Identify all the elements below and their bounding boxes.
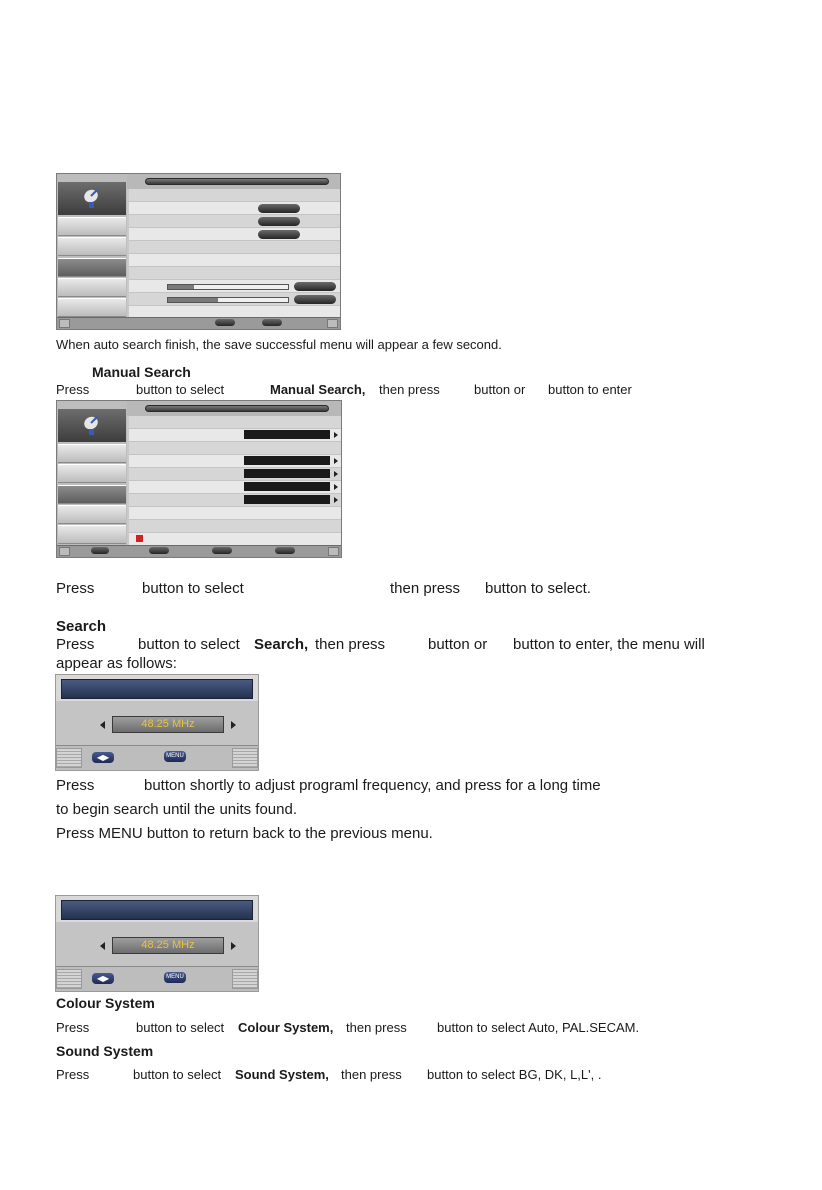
search-progress-fill-2 [168,298,218,302]
manual-field-4[interactable] [244,482,330,491]
arrow-right-icon[interactable] [231,721,236,729]
corner-right [328,547,339,556]
progress-value-pill-1 [294,282,336,291]
colour-rest-label: button to select Auto, PAL.SECAM. [437,1020,640,1035]
result-value-pill-1 [258,204,300,213]
footer-grid-right [232,748,258,768]
menu-sidebar [57,401,127,545]
sidebar-tab-2[interactable] [58,237,126,256]
manual-search-heading: Manual Search [92,364,191,380]
footer-grid-left [56,748,82,768]
menu-title-bar [145,178,329,185]
search-or-label: button or [428,636,488,653]
corner-right [327,319,338,328]
search-appear-label: appear as follows: [56,655,177,672]
manual-field-5[interactable] [244,495,330,504]
sidebar-tab-1[interactable] [58,444,126,463]
manual-search-menu-screenshot [56,400,342,558]
manual-select-label: button to select [136,382,225,397]
arrow-right-icon [334,484,338,490]
colour-press-label: Press [56,1020,90,1035]
left-right-arrows-icon: ◀▶ [92,973,114,984]
left-right-arrows-icon: ◀▶ [92,752,114,763]
arrow-right-icon [334,471,338,477]
sidebar-tab-channel[interactable] [58,485,126,504]
search-heading: Search [56,618,107,635]
search-enter-label: button to enter, the menu will [513,636,705,653]
corner-left [59,319,70,328]
sound-system-heading: Sound System [56,1043,154,1059]
arrow-left-icon[interactable] [100,942,105,950]
dialog-header [61,679,253,699]
menu-button[interactable]: MENU [164,751,186,762]
dialog-body [56,922,258,966]
footer-button-1 [149,547,169,554]
search-frequency-dialog-1 [55,674,259,771]
manual-press-label: Press [56,382,90,397]
sidebar-tab-4[interactable] [58,278,126,297]
manual-enter-label: button to enter [548,382,632,397]
sidebar-tab-5[interactable] [58,525,126,544]
arrow-right-icon [334,458,338,464]
sound-select-label: button to select [133,1067,222,1082]
sound-press-label: Press [56,1067,90,1082]
sidebar-tab-channel[interactable] [58,258,126,277]
footer-button-3 [275,547,295,554]
select-to-select-label: button to select. [485,580,591,597]
sidebar-tab-1[interactable] [58,217,126,236]
auto-search-menu-screenshot [56,173,341,330]
dialog-body [56,701,258,745]
search-progress-bar-1 [167,284,289,290]
menu-bottom-bar [57,317,340,329]
menu-button[interactable]: MENU [164,972,186,983]
colour-item-label: Colour System, [238,1020,334,1035]
arrow-right-icon [334,497,338,503]
menu-bottom-bar [57,545,341,557]
progress-value-pill-2 [294,295,336,304]
search-progress-bar-2 [167,297,289,303]
corner-left [59,547,70,556]
dialog-footer [56,966,258,991]
manual-then-label: then press [379,382,440,397]
instr-line3: Press MENU button to return back to the previous menu. [56,825,433,842]
footer-grid-left [56,969,82,989]
colour-system-heading: Colour System [56,995,155,1011]
menu-sidebar [57,174,127,317]
select-then-label: then press [390,580,461,597]
instr-press-label: Press [56,777,95,794]
search-press-label: Press [56,636,95,653]
sound-rest-label: button to select BG, DK, L,L', . [427,1067,602,1082]
footer-button-1 [215,319,235,326]
footer-grid-right [232,969,258,989]
search-then-label: then press [315,636,386,653]
search-frequency-dialog-2 [55,895,259,992]
sidebar-tab-2[interactable] [58,464,126,483]
sound-then-label: then press [341,1067,402,1082]
satellite-dish-icon [58,409,126,442]
instr-rest-label: button shortly to adjust programl frequency, and press for a long time [144,777,601,794]
select-press-label: Press [56,580,95,597]
frequency-value[interactable]: 48.25 MHz [112,937,224,954]
red-indicator-icon [136,535,143,542]
search-select-label: button to select [138,636,240,653]
footer-nav-button [91,547,109,554]
footer-button-2 [212,547,232,554]
arrow-left-icon[interactable] [100,721,105,729]
auto-search-note: When auto search finish, the save successful menu will appear a few second. [56,337,502,352]
manual-item-label: Manual Search, [270,382,366,397]
select-select-label: button to select [142,580,244,597]
frequency-value[interactable]: 48.25 MHz [112,716,224,733]
colour-select-label: button to select [136,1020,225,1035]
menu-title-bar [145,405,329,412]
manual-or-label: button or [474,382,526,397]
dialog-header [61,900,253,920]
satellite-dish-icon [58,182,126,215]
sound-item-label: Sound System, [235,1067,329,1082]
manual-field-1[interactable] [244,430,330,439]
footer-button-2 [262,319,282,326]
arrow-right-icon [334,432,338,438]
manual-field-3[interactable] [244,469,330,478]
sidebar-tab-5[interactable] [58,298,126,317]
manual-field-2[interactable] [244,456,330,465]
result-value-pill-3 [258,230,300,239]
result-value-pill-2 [258,217,300,226]
colour-then-label: then press [346,1020,407,1035]
instr-line2: to begin search until the units found. [56,801,297,818]
arrow-right-icon[interactable] [231,942,236,950]
search-item-label: Search, [254,636,309,653]
search-progress-fill-1 [168,285,194,289]
dialog-footer [56,745,258,770]
sidebar-tab-4[interactable] [58,505,126,524]
